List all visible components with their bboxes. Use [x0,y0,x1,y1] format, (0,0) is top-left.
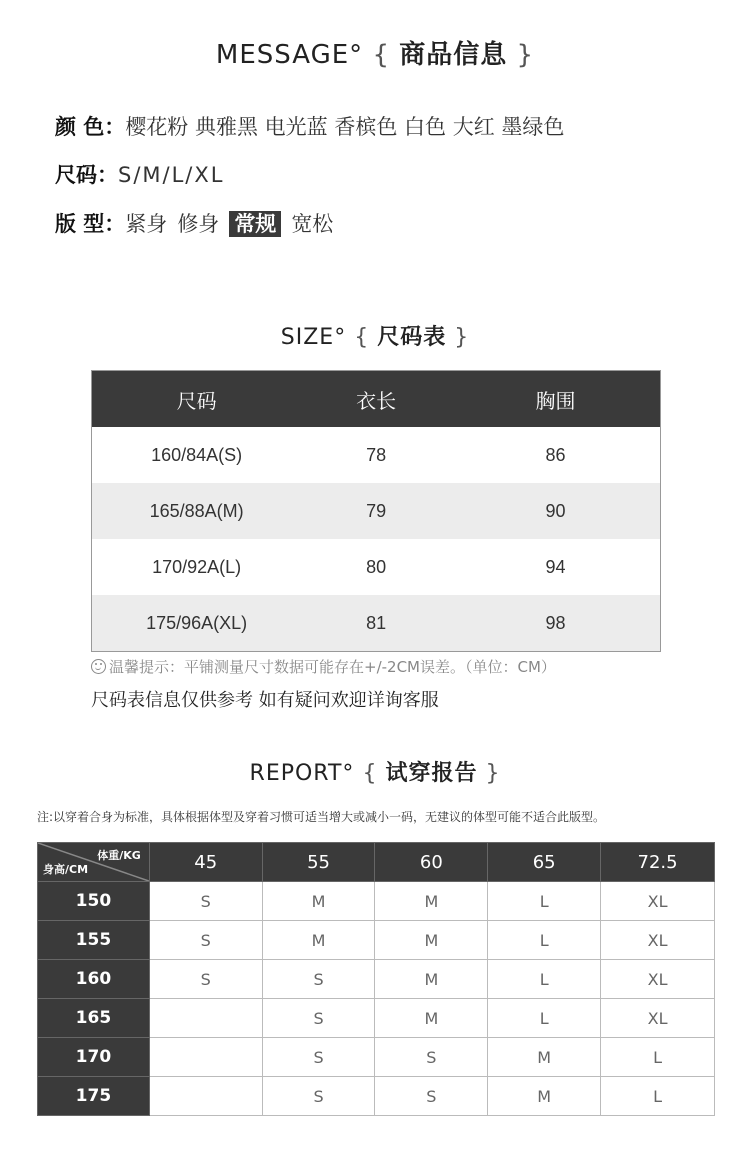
size-cell: L [601,1038,715,1077]
report-section-title [0,756,750,787]
height-header: 175 [38,1077,150,1116]
height-header: 150 [38,882,150,921]
table-row [38,1038,715,1077]
header-length: 衣长 [301,371,451,428]
size-value: S/M/L/XL [118,163,225,187]
brace-close: } [516,40,535,70]
size-cell: 160/84A(S) [151,444,243,465]
height-header: 160 [38,960,150,999]
table-row [38,882,715,921]
message-section-title [0,34,750,71]
size-cell: S [262,999,375,1038]
size-cell: M [375,882,488,921]
size-cell: M [375,960,488,999]
chest-cell: 98 [451,595,661,652]
size-cell [149,999,262,1038]
size-cell: M [262,882,375,921]
length-cell: 79 [301,483,451,539]
color-row [55,111,564,141]
length-cell: 80 [366,556,387,577]
size-cell: XL [601,960,715,999]
height-header: 165 [38,999,150,1038]
weight-header: 72.5 [601,843,715,882]
size-cell: S [262,1077,375,1116]
brace-open: { [362,761,378,786]
fit-option-tight: 紧身 [125,212,168,236]
fitting-report-table [37,842,715,1116]
size-cell: S [375,1038,488,1077]
size-cell: XL [601,882,715,921]
height-header: 155 [38,921,150,960]
length-cell: 81 [301,595,451,652]
size-cell: M [488,1038,601,1077]
size-cell: L [488,921,601,960]
color-value: 樱花粉 典雅黑 电光蓝 香槟色 白色 大红 墨绿色 [125,115,565,139]
size-chart-table [91,370,661,652]
size-title-cn: 尺码表 [377,325,447,350]
message-title-en: MESSAGE° [215,40,364,70]
table-row [38,999,715,1038]
size-cell: S [262,960,375,999]
size-table-header [92,371,661,428]
chest-cell: 86 [545,444,566,465]
size-label: 尺码： [55,163,118,187]
brace-open: { [372,40,390,70]
color-label: 颜 色： [55,115,126,139]
weight-header: 65 [488,843,601,882]
brace-close: } [454,325,470,350]
chest-cell: 90 [451,483,661,539]
table-row [92,427,661,483]
corner-weight-label: 体重/KG [97,849,141,862]
report-note: 注:以穿着合身为标准，具体根据体型及穿着习惯可适当增大或减小一码，无建议的体型可能不适合此版型。 [37,810,606,824]
size-cell: L [488,882,601,921]
chest-cell: 94 [545,556,566,577]
table-row [92,483,661,539]
size-cell: XL [601,999,715,1038]
header-size: 尺码 [92,371,302,428]
size-cell: 175/96A(XL) [92,595,302,652]
size-cell: M [375,999,488,1038]
size-cell: L [488,960,601,999]
size-cell: S [262,1038,375,1077]
size-cell: M [262,921,375,960]
report-title-en: REPORT° [249,761,355,786]
fit-option-regular-selected: 常规 [229,211,281,237]
reference-note: 尺码表信息仅供参考 如有疑问欢迎详询客服 [91,690,439,711]
size-cell: L [601,1077,715,1116]
table-row [38,921,715,960]
size-cell: S [375,1077,488,1116]
size-cell: L [488,999,601,1038]
fit-row [55,208,343,238]
fit-option-loose: 宽松 [291,212,334,236]
brace-close: } [485,761,501,786]
size-cell: XL [601,921,715,960]
size-title-en: SIZE° [280,325,347,350]
report-header-row [38,843,715,882]
corner-header [38,843,150,882]
tip-text: 温馨提示：平铺测量尺寸数据可能存在+/-2CM误差。（单位：CM） [109,658,556,676]
size-section-title [0,320,750,351]
weight-header: 60 [375,843,488,882]
weight-header: 55 [262,843,375,882]
fit-label: 版 型： [55,212,126,236]
height-header: 170 [38,1038,150,1077]
table-row [38,1077,715,1116]
table-row [38,960,715,999]
measurement-tip [91,656,556,677]
smile-icon [91,659,106,674]
size-cell: S [149,960,262,999]
size-cell: M [488,1077,601,1116]
size-cell: 170/92A(L) [152,556,242,577]
size-cell [149,1077,262,1116]
size-cell: 165/88A(M) [92,483,302,539]
message-title-cn: 商品信息 [399,40,508,70]
size-row [55,159,224,189]
table-row [92,595,661,652]
size-cell: S [149,882,262,921]
size-cell: S [149,921,262,960]
corner-height-label: 身高/CM [43,863,89,876]
table-row [92,539,661,595]
size-cell [149,1038,262,1077]
size-cell: M [375,921,488,960]
brace-open: { [354,325,370,350]
length-cell: 78 [366,444,387,465]
report-title-cn: 试穿报告 [385,761,478,786]
weight-header: 45 [149,843,262,882]
fit-option-slim: 修身 [177,212,220,236]
header-chest: 胸围 [451,371,661,428]
